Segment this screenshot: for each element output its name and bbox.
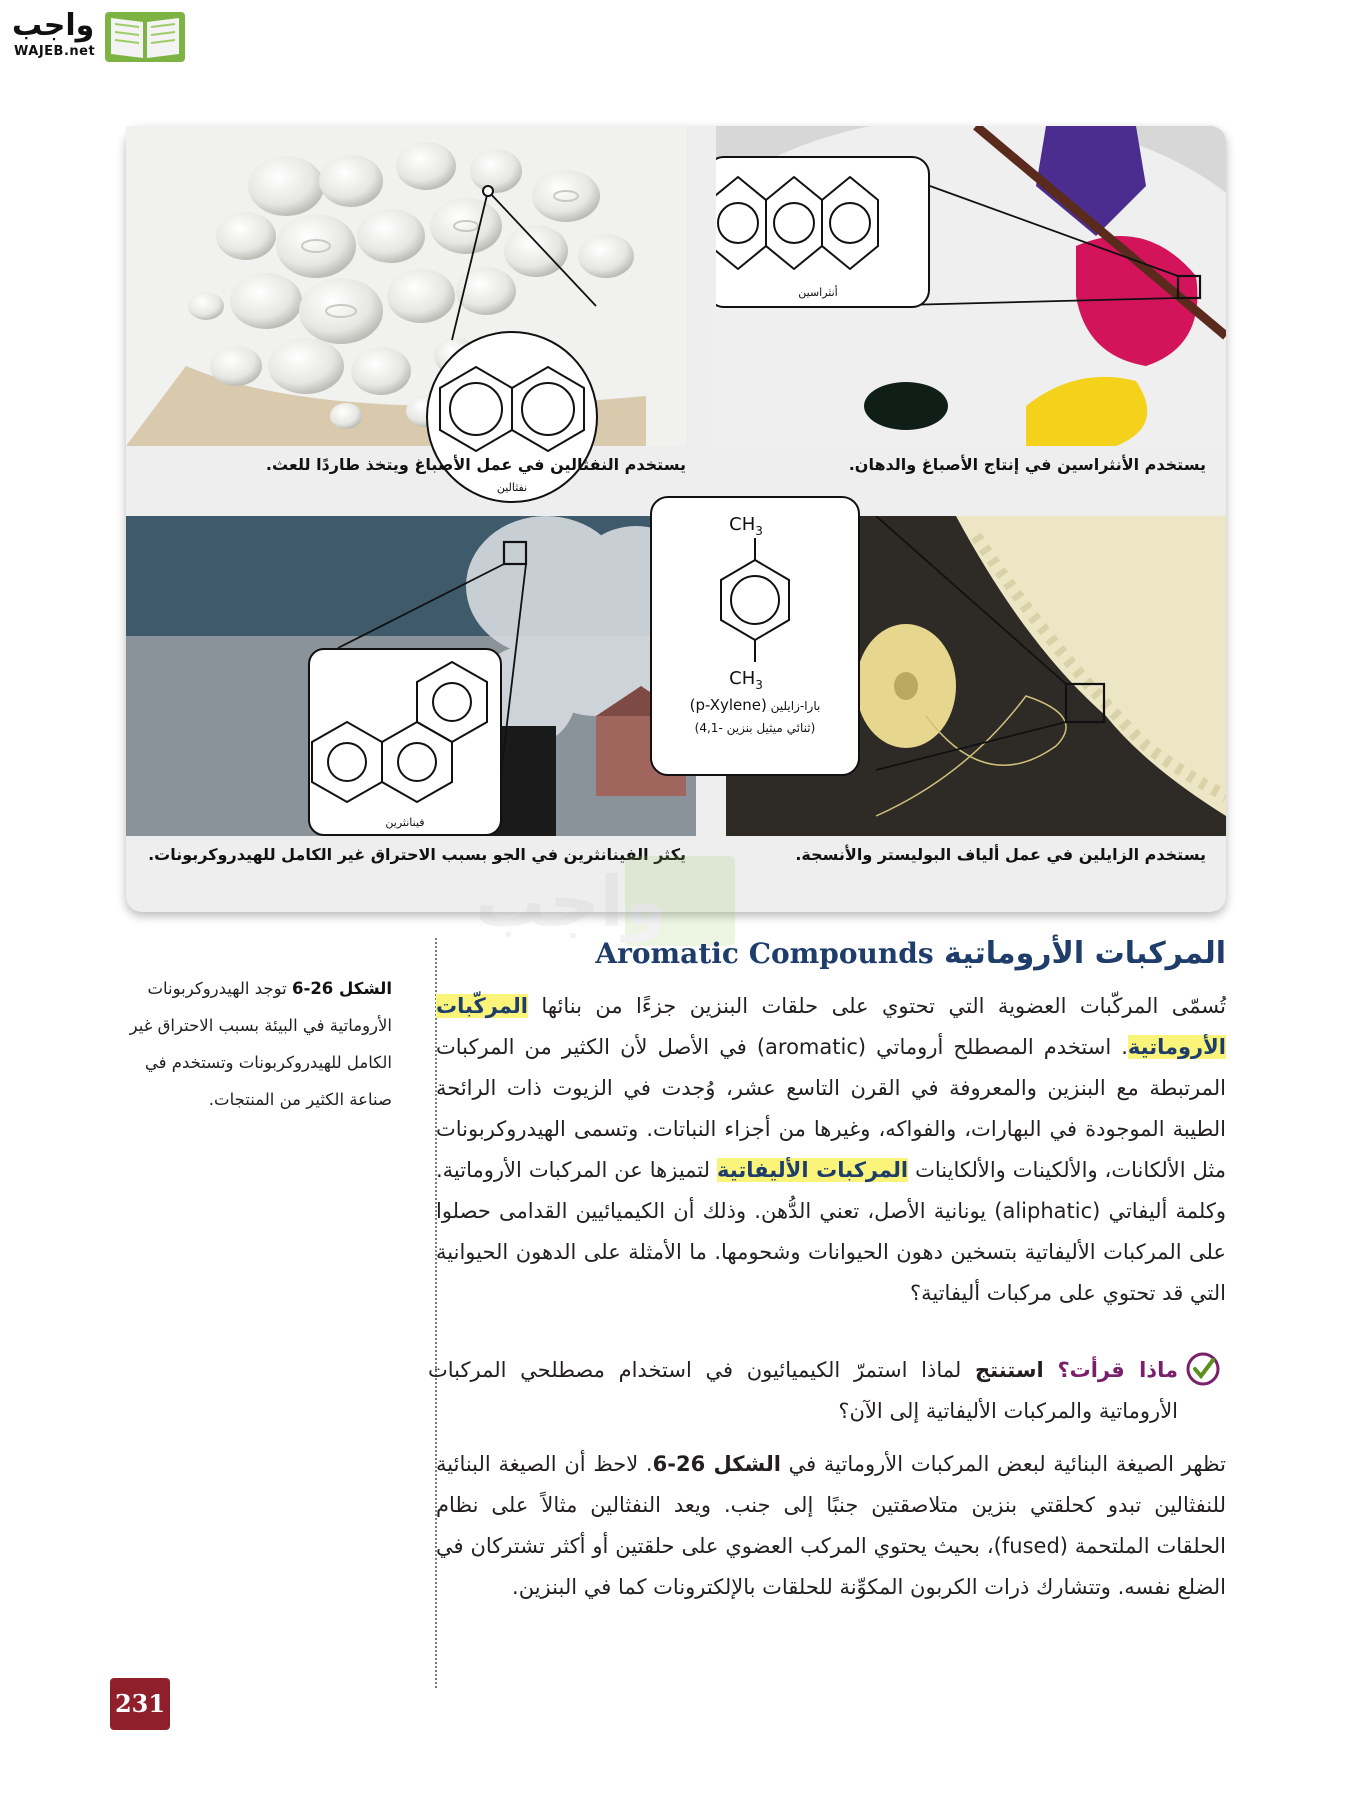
- reading-check-icon: [1186, 1352, 1220, 1386]
- xylene-label-ar: بارا-زايلين: [770, 699, 821, 713]
- anthracene-label: أنثراسين: [798, 286, 838, 299]
- section-heading-arabic: المركبات الأروماتية: [944, 936, 1226, 971]
- naphthalene-label: نفثالين: [496, 481, 528, 494]
- xylene-molecule-box: [650, 496, 860, 776]
- paragraph1-text-3: لتميزها عن المركبات الأروماتية. وكلمة أليفاتي (aliphatic) يونانية الأصل، تعني الدُّهن. وذلك أن الكيميائيين القدامى حصلوا على المركبات الأليفاتية بتسخين دهون الحيوانات وشحومها. ما الأمثلة على الدهون الحيوانية التي قد تحتوي على مركبات أليفاتية؟: [436, 1158, 1227, 1305]
- sidebar-figure-label: الشكل 26-6: [291, 979, 392, 998]
- naphthalene-zoom-lines: [126, 126, 686, 446]
- anthracene-paint-palette-photo: [716, 126, 1226, 446]
- anthracene-caption: يستخدم الأنثراسين في إنتاج الأصباغ والدهان.: [848, 455, 1206, 474]
- reading-check-verb: استنتج: [975, 1358, 1044, 1382]
- page-number: 231: [110, 1678, 170, 1730]
- paragraph2-text-1: تظهر الصيغة البنائية لبعض المركبات الأروماتية في: [780, 1452, 1226, 1476]
- paragraph-aromatic-aliphatic: [436, 986, 1226, 1314]
- phenanthrene-structure: [310, 650, 500, 834]
- naphthalene-mothballs-photo: [126, 126, 686, 446]
- xylene-label-systematic: (4,1- ثنائي ميثيل بنزين): [694, 721, 816, 735]
- logo-arabic-text: واجب: [12, 8, 95, 43]
- phenanthrene-molecule-box: [308, 648, 502, 836]
- paragraph1-text-1: تُسمّى المركّبات العضوية التي تحتوي على حلقات البنزين جزءًا من بنائها: [528, 994, 1226, 1018]
- reading-check-question: لماذا استمرّ الكيميائيون في استخدام مصطلحي المركبات الأروماتية والمركبات الأليفاتية إلى الآن؟: [428, 1358, 1178, 1423]
- xylene-name-block: [652, 694, 858, 739]
- paragraph1-text-2: . استخدم المصطلح أروماتي (aromatic) في الأصل لأن الكثير من المركبات المرتبطة مع البنزين والمعروفة في القرن التاسع عشر، وُجدت في الزيوت ذات الرائحة الطيبة الموجودة في البهارات، والفواكه، وغيرها من أجزاء النباتات. وتسمى الهيدروكربونات مثل الألكانات، والألكينات والألكاينات: [436, 1035, 1227, 1182]
- xylene-caption: يستخدم الزايلين في عمل ألياف البوليستر والأنسجة.: [795, 845, 1206, 864]
- svg-text:CH3: [729, 514, 763, 538]
- reading-check-label: ماذا قرأت؟: [1057, 1358, 1178, 1382]
- anthracene-molecule-box: [716, 156, 930, 308]
- book-icon: [103, 6, 187, 66]
- xylene-bottom-methyl: CH: [729, 668, 756, 689]
- phenanthrene-caption: يكثر الفينانثرين في الجو بسبب الاحتراق غير الكامل للهيدروكربونات.: [148, 845, 686, 864]
- paragraph2-text-2: . لاحظ أن الصيغة البنائية للنفثالين تبدو كحلقتي بنزين متلاصقتين جنبًا إلى جنب. ويعد النفثالين مثالاً على نظام الحلقات الملتحمة (fused)، بحيث يحتوي المركب العضوي على حلقتين أو أكثر تشتركان في الضلع نفسه. وتتشارك ذرات الكربون المكوِّنة للحلقات بالإلكترونات كما في البنزين.: [436, 1452, 1226, 1599]
- anthracene-structure: [716, 158, 928, 306]
- phenanthrene-label: فينانثرين: [385, 816, 425, 829]
- section-heading-english: Aromatic Compounds: [595, 937, 934, 970]
- xylene-label-en: (p-Xylene): [689, 696, 767, 714]
- svg-text:CH3: [729, 668, 763, 692]
- xylene-top-methyl: CH: [729, 514, 756, 535]
- reading-check: [428, 1350, 1178, 1432]
- figure-reference[interactable]: الشكل 26-6: [652, 1452, 781, 1476]
- paragraph-fused-rings: [436, 1444, 1226, 1608]
- phenanthrene-steam-train-photo: [126, 516, 696, 836]
- figure-26-6-sidebar-caption: [124, 970, 392, 1118]
- term-aromatic-compounds: المركّبات الأروماتية: [436, 994, 1226, 1059]
- naphthalene-caption: يستخدم النفثالين في عمل الأصباغ ويتخذ طاردًا للعث.: [265, 455, 686, 474]
- xylene-top-subscript: 3: [755, 524, 763, 538]
- section-heading: [595, 936, 1226, 971]
- term-aliphatic-compounds: المركبات الأليفاتية: [717, 1158, 909, 1182]
- figure-26-6-panel: [126, 126, 1226, 912]
- sidebar-text: توجد الهيدروكربونات الأروماتية في البيئة بسبب الاحتراق غير الكامل للهيدروكربونات وتستخدم في صناعة الكثير من المنتجات.: [129, 979, 392, 1109]
- logo-latin-text: WAJEB.net: [14, 44, 96, 59]
- xylene-bottom-subscript: 3: [755, 678, 763, 692]
